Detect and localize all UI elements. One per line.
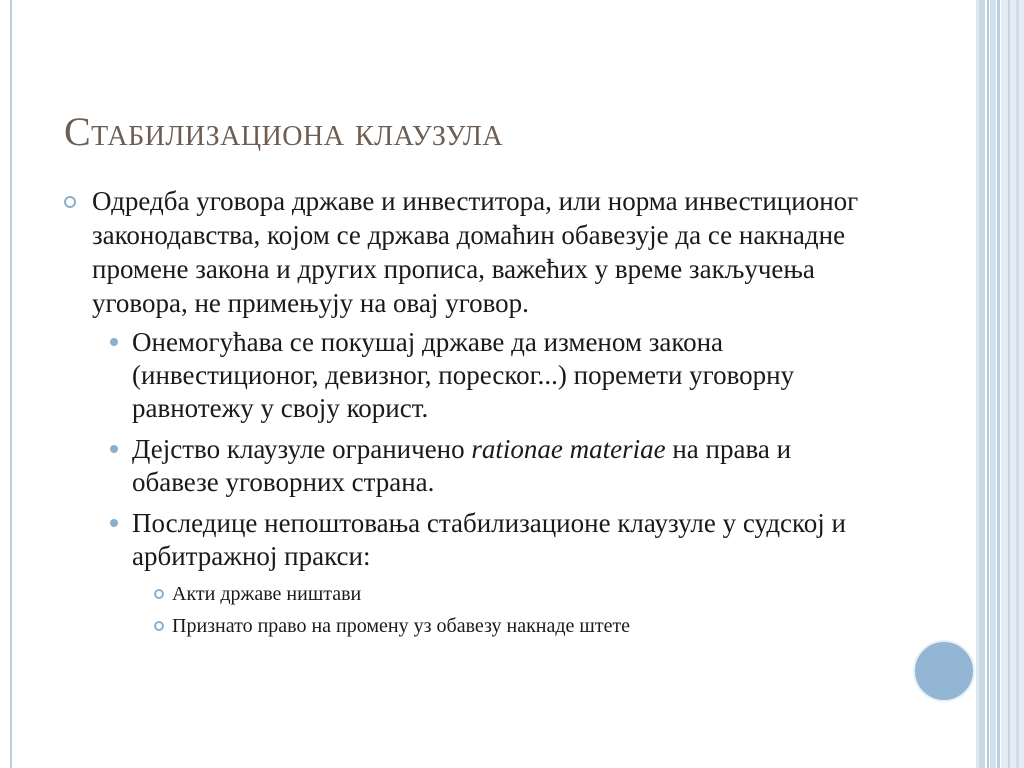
sub-bullet-item [92, 326, 872, 425]
sub-sub-bullet-text: Признато право на промену уз обавезу накнаде штете [172, 615, 631, 637]
sub-bullet-text-after: на права и обавезе уговорних страна. [132, 434, 792, 497]
decor-circle [913, 640, 975, 702]
decor-stripe [1008, 0, 1010, 768]
bullet-list-level1 [64, 184, 884, 639]
dot-bullet-icon [110, 519, 118, 527]
slide-content [64, 184, 884, 645]
dot-bullet-icon [110, 445, 118, 453]
sub-bullet-item [92, 507, 872, 573]
sub-sub-bullet-item [92, 613, 884, 639]
decor-stripe [997, 0, 1000, 768]
ring-bullet-icon [154, 589, 164, 599]
slide-title: Стабилизациона клаузула [64, 109, 504, 154]
decor-stripe [1016, 0, 1019, 768]
decor-stripe [1001, 0, 1024, 768]
decor-stripe [987, 0, 989, 768]
sub-bullet-text: Онемогућава се покушај државе да изменом закона (инвестиционог, девизног, пореског...) поремети уговорну равнотежу у своју корист. [132, 327, 795, 423]
ring-bullet-icon [64, 196, 76, 208]
bullet-text: Одредба уговора државе и инвеститора, или норма инвестиционог законодавства, којом се држава домаћин обавезује да се накнадне промене закона и других прописа, важећих у време закључења уговора, не примењују на овај уговор. [92, 186, 859, 318]
left-frame-line [10, 0, 12, 768]
sub-bullet-text-italic: rationae materiae [471, 434, 666, 464]
sub-bullet-text-before: Дејство клаузуле ограничено [132, 434, 472, 464]
ring-bullet-icon [154, 621, 164, 631]
bullet-list-level3 [92, 581, 884, 639]
sub-sub-bullet-item [92, 581, 884, 607]
bullet-item [64, 184, 884, 639]
decor-stripe [990, 0, 996, 768]
decor-stripe [979, 0, 985, 768]
bullet-list-level2 [92, 326, 884, 573]
sub-sub-bullet-text: Акти државе ништави [172, 583, 362, 605]
dot-bullet-icon [110, 338, 118, 346]
sub-bullet-text: Последице непоштовања стабилизационе клаузуле у судској и арбитражној пракси: [132, 508, 846, 571]
sub-bullet-item [92, 433, 872, 499]
